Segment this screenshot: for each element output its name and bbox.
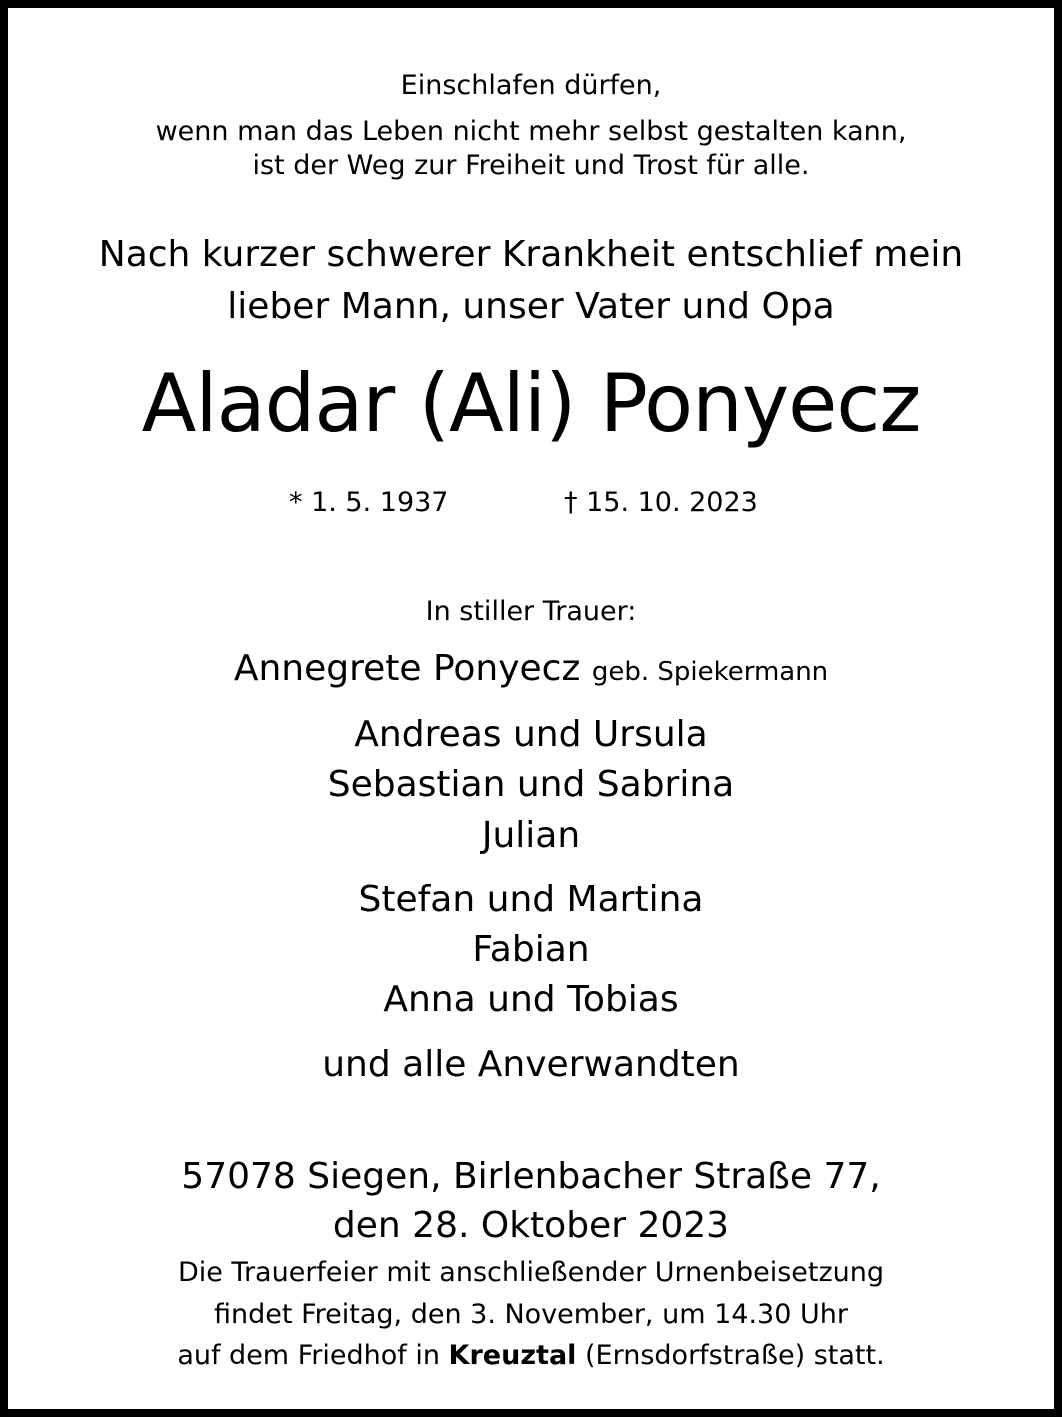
verse-line-2: wenn man das Leben nicht mehr selbst gestalten kann, <box>155 116 907 147</box>
deceased-name: Aladar (Ali) Ponyecz <box>141 357 921 450</box>
ceremony-line-3 <box>8 1342 1054 1369</box>
family-1-line-3: Julian <box>481 815 581 856</box>
relatives-line: und alle Anverwandten <box>322 1044 740 1085</box>
widow-maiden-name: geb. Spiekermann <box>591 657 829 687</box>
ceremony-line-2: findet Freitag, den 3. November, um 14.30 Uhr <box>214 1299 848 1330</box>
widow-line <box>8 648 1054 689</box>
intro-line-1: Nach kurzer schwerer Krankheit entschlief mein <box>98 234 964 275</box>
death-date: † 15. 10. 2023 <box>564 487 758 518</box>
birth-date: * 1. 5. 1937 <box>289 487 449 518</box>
family-2-line-1: Stefan und Martina <box>358 879 704 920</box>
ceremony-place: Kreuztal <box>448 1340 577 1371</box>
verse-line-3: ist der Weg zur Freiheit und Trost für alle. <box>252 150 810 181</box>
mourning-heading: In stiller Trauer: <box>425 596 637 627</box>
ceremony-line-1: Die Trauerfeier mit anschließender Urnenbeisetzung <box>177 1257 885 1288</box>
family-1-line-1: Andreas und Ursula <box>354 714 708 755</box>
family-2-line-2: Fabian <box>472 929 590 970</box>
life-dates <box>8 487 1054 527</box>
verse-line-1: Einschlafen dürfen, <box>400 70 662 101</box>
notice-date: den 28. Oktober 2023 <box>332 1205 730 1246</box>
ceremony-line-3-end: (Ernsdorfstraße) statt. <box>585 1340 885 1371</box>
ceremony-line-3-start: auf dem Friedhof in <box>177 1340 440 1371</box>
widow-name: Annegrete Ponyecz <box>233 648 581 689</box>
family-2-line-3: Anna und Tobias <box>383 979 679 1020</box>
family-1-line-2: Sebastian und Sabrina <box>327 764 735 805</box>
address-line: 57078 Siegen, Birlenbacher Straße 77, <box>181 1156 881 1197</box>
intro-line-2: lieber Mann, unser Vater und Opa <box>227 286 835 327</box>
